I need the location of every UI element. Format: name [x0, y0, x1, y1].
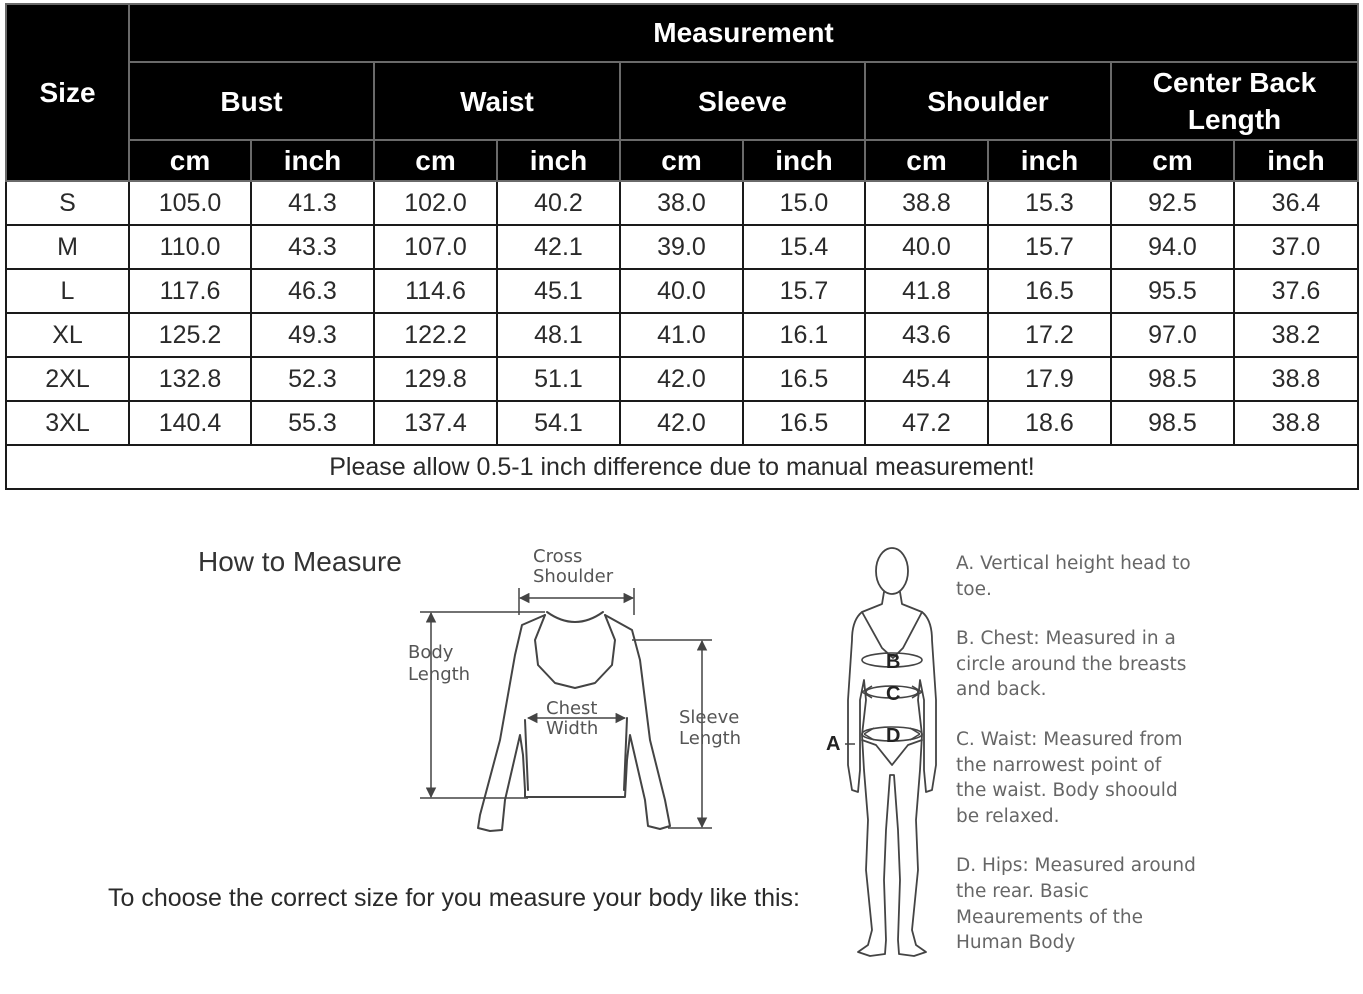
- note-b: B. Chest: Measured in a circle around the breasts and back.: [956, 628, 1187, 701]
- how-to-measure-title: How to Measure: [198, 546, 402, 577]
- marker-d: D: [886, 725, 901, 747]
- unit-cm-header: cm: [865, 140, 988, 181]
- unit-cm-header: cm: [374, 140, 497, 181]
- size-cell: M: [6, 225, 129, 269]
- unit-inch-header: inch: [1234, 140, 1358, 181]
- table-cell: 97.0: [1111, 313, 1234, 357]
- unit-cm-header: cm: [620, 140, 743, 181]
- table-cell: 15.3: [988, 181, 1111, 225]
- note-d: D. Hips: Measured around the rear. Basic Meaurements of the Human Body: [956, 855, 1196, 954]
- sleeve-length-label-1: Sleeve: [679, 707, 740, 728]
- table-cell: 16.5: [743, 401, 865, 445]
- table-cell: 17.2: [988, 313, 1111, 357]
- size-cell: 2XL: [6, 357, 129, 401]
- size-cell: L: [6, 269, 129, 313]
- table-cell: 15.7: [988, 225, 1111, 269]
- table-cell: 105.0: [129, 181, 251, 225]
- table-cell: 43.6: [865, 313, 988, 357]
- table-cell: 132.8: [129, 357, 251, 401]
- measurement-header: Measurement: [129, 4, 1358, 62]
- table-cell: 43.3: [251, 225, 374, 269]
- unit-inch-header: inch: [988, 140, 1111, 181]
- table-cell: 38.8: [865, 181, 988, 225]
- size-header: Size: [6, 4, 129, 181]
- table-cell: 110.0: [129, 225, 251, 269]
- table-cell: 52.3: [251, 357, 374, 401]
- table-cell: 102.0: [374, 181, 497, 225]
- table-cell: 42.1: [497, 225, 620, 269]
- table-cell: 94.0: [1111, 225, 1234, 269]
- body-length-label-1: Body: [408, 642, 454, 663]
- table-cell: 95.5: [1111, 269, 1234, 313]
- table-cell: 16.5: [743, 357, 865, 401]
- table-cell: 15.7: [743, 269, 865, 313]
- sleeve-length-label-2: Length: [679, 728, 742, 749]
- table-cell: 15.0: [743, 181, 865, 225]
- unit-inch-header: inch: [251, 140, 374, 181]
- table-cell: 36.4: [1234, 181, 1358, 225]
- table-cell: 49.3: [251, 313, 374, 357]
- table-cell: 114.6: [374, 269, 497, 313]
- body-length-label-2: Length: [408, 664, 471, 685]
- table-cell: 47.2: [865, 401, 988, 445]
- table-cell: 39.0: [620, 225, 743, 269]
- size-cell: XL: [6, 313, 129, 357]
- size-cell: 3XL: [6, 401, 129, 445]
- table-cell: 18.6: [988, 401, 1111, 445]
- unit-inch-header: inch: [497, 140, 620, 181]
- measurement-note: Please allow 0.5-1 inch difference due to manual measurement!: [6, 445, 1358, 489]
- table-cell: 40.0: [620, 269, 743, 313]
- unit-cm-header: cm: [129, 140, 251, 181]
- table-cell: 92.5: [1111, 181, 1234, 225]
- marker-b: B: [886, 651, 901, 673]
- table-cell: 41.3: [251, 181, 374, 225]
- waist-header: Waist: [374, 62, 620, 140]
- table-cell: 48.1: [497, 313, 620, 357]
- table-cell: 38.8: [1234, 401, 1358, 445]
- table-cell: 38.0: [620, 181, 743, 225]
- table-cell: 117.6: [129, 269, 251, 313]
- table-cell: 41.8: [865, 269, 988, 313]
- table-cell: 51.1: [497, 357, 620, 401]
- instruction-text: To choose the correct size for you measure your body like this:: [108, 884, 800, 912]
- note-a: A. Vertical height head to toe.: [956, 553, 1191, 600]
- sleeve-header: Sleeve: [620, 62, 865, 140]
- table-cell: 137.4: [374, 401, 497, 445]
- table-cell: 40.0: [865, 225, 988, 269]
- table-cell: 38.8: [1234, 357, 1358, 401]
- table-cell: 15.4: [743, 225, 865, 269]
- marker-a: A: [826, 733, 841, 755]
- center-back-length-header: Center Back Length: [1111, 62, 1358, 140]
- table-cell: 37.0: [1234, 225, 1358, 269]
- marker-c: C: [886, 683, 901, 705]
- table-cell: 55.3: [251, 401, 374, 445]
- table-cell: 98.5: [1111, 357, 1234, 401]
- cross-shoulder-label-1: Cross: [533, 546, 583, 567]
- table-cell: 107.0: [374, 225, 497, 269]
- table-cell: 125.2: [129, 313, 251, 357]
- size-cell: S: [6, 181, 129, 225]
- table-cell: 40.2: [497, 181, 620, 225]
- table-cell: 41.0: [620, 313, 743, 357]
- measurement-notes: [956, 551, 1196, 956]
- table-cell: 38.2: [1234, 313, 1358, 357]
- table-cell: 98.5: [1111, 401, 1234, 445]
- table-cell: 42.0: [620, 357, 743, 401]
- table-cell: 17.9: [988, 357, 1111, 401]
- bust-header: Bust: [129, 62, 374, 140]
- table-cell: 42.0: [620, 401, 743, 445]
- shoulder-header: Shoulder: [865, 62, 1111, 140]
- table-cell: 54.1: [497, 401, 620, 445]
- note-c: C. Waist: Measured from the narrowest point of the waist. Body shoould be relaxed.: [956, 728, 1183, 827]
- table-cell: 16.5: [988, 269, 1111, 313]
- table-cell: 45.4: [865, 357, 988, 401]
- unit-cm-header: cm: [1111, 140, 1234, 181]
- human-body-figure: [848, 548, 936, 956]
- chest-width-label-1: Chest: [546, 698, 598, 719]
- table-cell: 129.8: [374, 357, 497, 401]
- cross-shoulder-label-2: Shoulder: [533, 566, 614, 587]
- chest-width-label-2: Width: [546, 718, 599, 739]
- unit-inch-header: inch: [743, 140, 865, 181]
- table-cell: 37.6: [1234, 269, 1358, 313]
- table-cell: 122.2: [374, 313, 497, 357]
- table-cell: 46.3: [251, 269, 374, 313]
- table-cell: 140.4: [129, 401, 251, 445]
- table-cell: 16.1: [743, 313, 865, 357]
- table-cell: 45.1: [497, 269, 620, 313]
